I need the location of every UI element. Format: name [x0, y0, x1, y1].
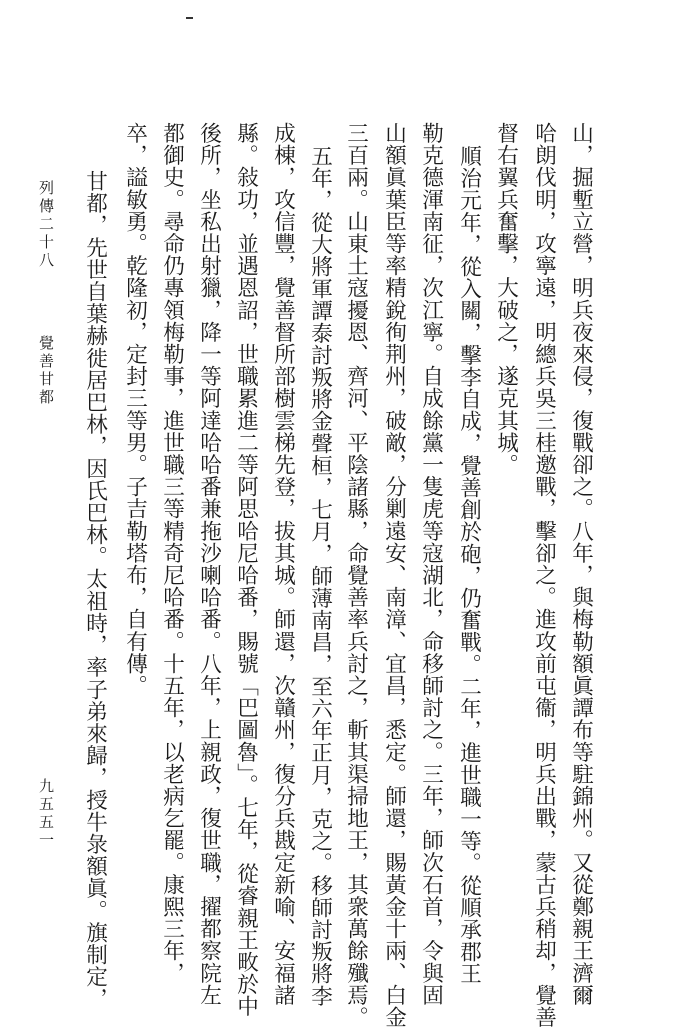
- text-column-1: 山，掘塹立營，明兵夜來侵，復戰卻之。八年，與梅勒額眞譚布等駐錦州。又從鄭親王濟爾: [568, 122, 594, 1006]
- chapter-title: 列傳二十八: [37, 180, 55, 270]
- text-column-6: 山額眞葉臣等率精銳徇荆州，破敵，分剿遠安、南漳、宜昌，悉定。師還，賜黃金十兩、白金: [381, 122, 407, 1028]
- text-column-13: 卒，謚敏勇。乾隆初，定封三等男。子吉勒塔布，自有傳。: [122, 122, 148, 697]
- text-column-7: 三百兩。山東土寇擾恩、齊河、平陰諸縣，命覺善率兵討之，斬其渠掃地王，其衆萬餘殲焉。: [343, 122, 369, 1028]
- text-column-4: 順治元年，從入關，擊李自成，覺善創於砲，仍奮戰。二年，進世職一等。從順承郡王: [456, 145, 482, 985]
- text-column-11: 後所，坐私出射獵，降一等阿達哈哈番兼拖沙喇哈番。八年，上親政，復世職，擢都察院左: [196, 122, 222, 1006]
- stray-mark: [186, 17, 193, 19]
- text-column-3: 督右翼兵奮擊，大破之，遂克其城。: [493, 122, 519, 476]
- text-column-8: 五年，從大將軍譚泰討叛將金聲桓，七月，師薄南昌，至六年正月，克之。移師討叛將李: [307, 145, 333, 1007]
- section-title: 覺善甘都: [37, 335, 55, 407]
- text-column-12: 都御史。尋命仍專領梅勒事，進世職三等精奇尼哈番。十五年，以老病乞罷。康熙三年，: [159, 122, 185, 984]
- page-number: 九五五一: [37, 778, 55, 850]
- text-column-2: 哈朗伐明，攻寧遠，明總兵吳三桂邀戰，擊卻之。進攻前屯衞，明兵出戰，蒙古兵稍却，覺善: [531, 122, 557, 1028]
- text-column-14: 甘都，先世自葉赫徙居巴林，因氏巴林。太祖時，率子弟來歸，授牛彔額眞。旗制定，: [82, 170, 108, 1010]
- text-column-9: 成棟，攻信豐，覺善督所部樹雲梯先登，拔其城。師還，次贛州，復分兵戡定新喻、安福諸: [270, 122, 296, 1006]
- text-column-5: 勒克德渾南征，次江寧。自成餘黨一隻虎等寇湖北，命移師討之。三年，師次石首，令與固: [418, 122, 444, 1006]
- text-column-10: 縣。敍功，並遇恩詔，世職累進二等阿思哈尼哈番，賜號「巴圖魯」。七年，從睿親王畋於中: [233, 122, 259, 1018]
